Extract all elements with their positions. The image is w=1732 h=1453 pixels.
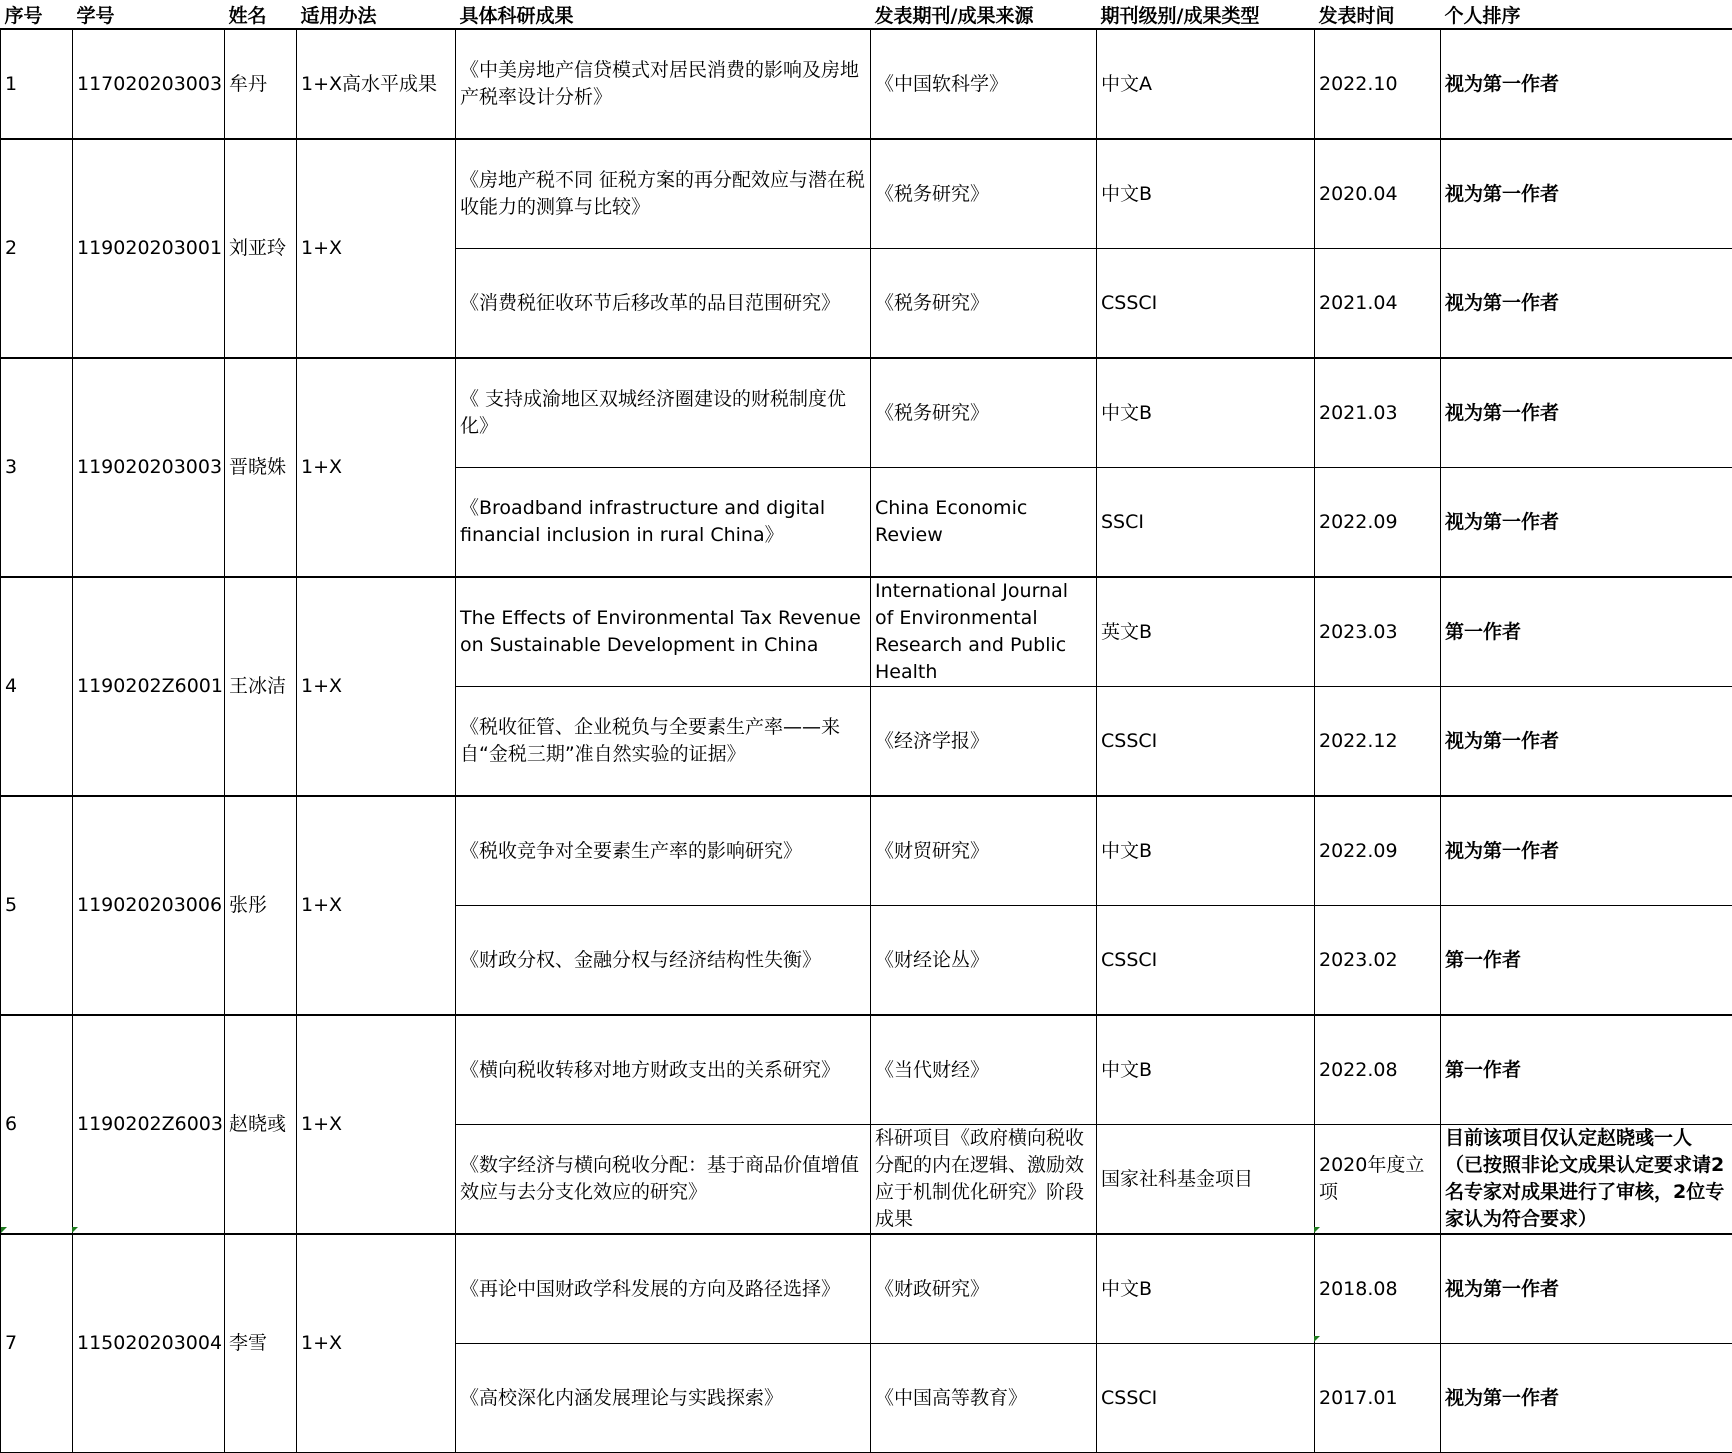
comment-marker — [1314, 1336, 1320, 1342]
header-level: 期刊级别/成果类型 — [1097, 0, 1315, 29]
student-name-cell: 王冰洁 — [225, 577, 297, 796]
date-cell: 2021.04 — [1315, 249, 1441, 359]
source-cell: 《财经论丛》 — [871, 906, 1097, 1016]
rank-cell: 第一作者 — [1441, 1015, 1732, 1125]
table-row — [1, 1015, 1732, 1125]
seq-cell: 5 — [1, 796, 73, 1015]
method-cell: 1+X高水平成果 — [297, 29, 456, 139]
date-cell: 2022.09 — [1315, 796, 1441, 906]
rank-cell: 视为第一作者 — [1441, 796, 1732, 906]
date-cell: 2023.02 — [1315, 906, 1441, 1016]
rank-cell: 第一作者 — [1441, 906, 1732, 1016]
source-cell: 《税务研究》 — [871, 139, 1097, 249]
source-cell: 《经济学报》 — [871, 687, 1097, 797]
rank-cell: 视为第一作者 — [1441, 687, 1732, 797]
table-row — [1, 29, 1732, 139]
table-row — [1, 358, 1732, 468]
seq-cell: 3 — [1, 358, 73, 577]
student-id-cell: 1190202Z6001 — [73, 577, 225, 796]
level-cell: 中文B — [1097, 139, 1315, 249]
work-title-cell: 《消费税征收环节后移改革的品目范围研究》 — [456, 249, 871, 359]
level-cell: 中文B — [1097, 1015, 1315, 1125]
student-id-cell: 117020203003 — [73, 29, 225, 139]
method-cell: 1+X — [297, 1234, 456, 1453]
method-cell: 1+X — [297, 796, 456, 1015]
level-cell: 中文B — [1097, 358, 1315, 468]
method-cell: 1+X — [297, 577, 456, 796]
table-row — [1, 577, 1732, 687]
rank-cell: 视为第一作者 — [1441, 29, 1732, 139]
source-cell: 科研项目《政府横向税收分配的内在逻辑、激励效应于机制优化研究》阶段成果 — [871, 1125, 1097, 1235]
header-date: 发表时间 — [1315, 0, 1441, 29]
date-cell: 2022.10 — [1315, 29, 1441, 139]
level-cell: 中文B — [1097, 796, 1315, 906]
work-title-cell: 《Broadband infrastructure and digital financial inclusion in rural China》 — [456, 468, 871, 578]
header-method: 适用办法 — [297, 0, 456, 29]
date-cell: 2018.08 — [1315, 1234, 1441, 1344]
student-id-cell: 119020203001 — [73, 139, 225, 358]
source-cell: 《中国软科学》 — [871, 29, 1097, 139]
work-title-cell: 《税收竞争对全要素生产率的影响研究》 — [456, 796, 871, 906]
header-row — [1, 0, 1732, 29]
work-title-cell: 《再论中国财政学科发展的方向及路径选择》 — [456, 1234, 871, 1344]
work-title-cell: 《房地产税不同 征税方案的再分配效应与潜在税收能力的测算与比较》 — [456, 139, 871, 249]
table-row — [1, 796, 1732, 906]
student-name-cell: 李雪 — [225, 1234, 297, 1453]
work-title-cell: 《横向税收转移对地方财政支出的关系研究》 — [456, 1015, 871, 1125]
method-cell: 1+X — [297, 139, 456, 358]
seq-cell: 7 — [1, 1234, 73, 1453]
seq-cell: 4 — [1, 577, 73, 796]
source-cell: 《中国高等教育》 — [871, 1344, 1097, 1453]
date-cell: 2022.12 — [1315, 687, 1441, 797]
level-cell: SSCI — [1097, 468, 1315, 578]
rank-cell: 第一作者 — [1441, 577, 1732, 687]
work-title-cell: 《数字经济与横向税收分配：基于商品价值增值效应与去分支化效应的研究》 — [456, 1125, 871, 1235]
comment-marker — [1314, 1227, 1320, 1233]
rank-cell: 视为第一作者 — [1441, 1234, 1732, 1344]
comment-marker — [72, 1227, 78, 1233]
seq-cell: 1 — [1, 29, 73, 139]
level-cell: 中文B — [1097, 1234, 1315, 1344]
student-name-cell: 晋晓姝 — [225, 358, 297, 577]
header-rank: 个人排序 — [1441, 0, 1732, 29]
work-title-cell: 《财政分权、金融分权与经济结构性失衡》 — [456, 906, 871, 1016]
header-source: 发表期刊/成果来源 — [871, 0, 1097, 29]
source-cell: 《税务研究》 — [871, 249, 1097, 359]
date-cell: 2020年度立项 — [1315, 1125, 1441, 1235]
work-title-cell: 《税收征管、企业税负与全要素生产率——来自“金税三期”准自然实验的证据》 — [456, 687, 871, 797]
header-student-id: 学号 — [73, 0, 225, 29]
work-title-cell: 《中美房地产信贷模式对居民消费的影响及房地产税率设计分析》 — [456, 29, 871, 139]
seq-cell: 2 — [1, 139, 73, 358]
comment-marker — [1, 1227, 7, 1233]
seq-cell: 6 — [1, 1015, 73, 1234]
level-cell: CSSCI — [1097, 687, 1315, 797]
student-name-cell: 赵晓彧 — [225, 1015, 297, 1234]
rank-cell: 视为第一作者 — [1441, 249, 1732, 359]
level-cell: 英文B — [1097, 577, 1315, 687]
level-cell: CSSCI — [1097, 906, 1315, 1016]
source-cell: International Journal of Environmental Research and Public Health — [871, 577, 1097, 687]
level-cell: CSSCI — [1097, 1344, 1315, 1453]
method-cell: 1+X — [297, 358, 456, 577]
header-seq: 序号 — [1, 0, 73, 29]
table-row — [1, 139, 1732, 249]
student-id-cell: 119020203006 — [73, 796, 225, 1015]
work-title-cell: 《 支持成渝地区双城经济圈建设的财税制度优化》 — [456, 358, 871, 468]
level-cell: 国家社科基金项目 — [1097, 1125, 1315, 1235]
table-body — [1, 29, 1732, 1453]
method-cell: 1+X — [297, 1015, 456, 1234]
date-cell: 2021.03 — [1315, 358, 1441, 468]
rank-cell: 视为第一作者 — [1441, 139, 1732, 249]
level-cell: 中文A — [1097, 29, 1315, 139]
header-name: 姓名 — [225, 0, 297, 29]
student-name-cell: 牟丹 — [225, 29, 297, 139]
source-cell: 《财贸研究》 — [871, 796, 1097, 906]
student-id-cell: 1190202Z6003 — [73, 1015, 225, 1234]
work-title-cell: 《高校深化内涵发展理论与实践探索》 — [456, 1344, 871, 1453]
student-id-cell: 115020203004 — [73, 1234, 225, 1453]
student-name-cell: 张彤 — [225, 796, 297, 1015]
rank-cell: 视为第一作者 — [1441, 468, 1732, 578]
source-cell: 《财政研究》 — [871, 1234, 1097, 1344]
date-cell: 2017.01 — [1315, 1344, 1441, 1453]
level-cell: CSSCI — [1097, 249, 1315, 359]
rank-cell: 视为第一作者 — [1441, 1344, 1732, 1453]
date-cell: 2020.04 — [1315, 139, 1441, 249]
rank-cell: 目前该项目仅认定赵晓彧一人（已按照非论文成果认定要求请2名专家对成果进行了审核，2位专家认为符合要求） — [1441, 1125, 1732, 1235]
work-title-cell: The Effects of Environmental Tax Revenue on Sustainable Development in China — [456, 577, 871, 687]
student-id-cell: 119020203003 — [73, 358, 225, 577]
header-work: 具体科研成果 — [456, 0, 871, 29]
date-cell: 2022.08 — [1315, 1015, 1441, 1125]
student-name-cell: 刘亚玲 — [225, 139, 297, 358]
source-cell: China Economic Review — [871, 468, 1097, 578]
date-cell: 2023.03 — [1315, 577, 1441, 687]
table-row — [1, 1234, 1732, 1344]
date-cell: 2022.09 — [1315, 468, 1441, 578]
rank-cell: 视为第一作者 — [1441, 358, 1732, 468]
source-cell: 《当代财经》 — [871, 1015, 1097, 1125]
source-cell: 《税务研究》 — [871, 358, 1097, 468]
